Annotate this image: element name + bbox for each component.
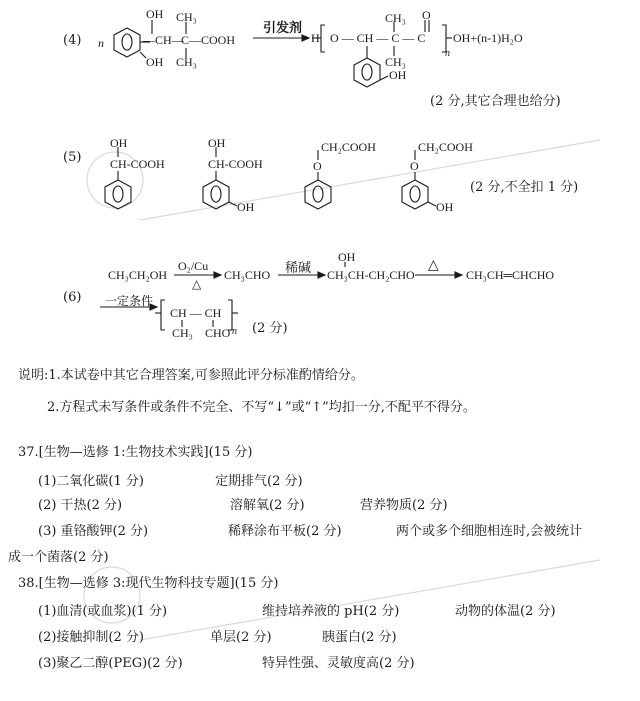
product-chain: O — CH — C — C (330, 31, 426, 45)
note-line-2: 2.方程式未写条件或条件不完全、不写“↓”或“↑”均扣一分,不配平不得分。 (47, 400, 476, 415)
section6-label: (6) (63, 290, 82, 305)
product-ring-oh: OH (389, 68, 407, 82)
step1-reagent: O₂/Cu (178, 259, 209, 273)
s4-o: O (410, 159, 419, 173)
q38-answer: 维持培养液的 pH(2 分) (262, 604, 400, 619)
q37-answer: 稀释涂布平板(2 分) (228, 524, 342, 539)
arrowhead (455, 272, 462, 278)
reactant-ring-oh: OH (146, 55, 164, 69)
q37-answer-continued: 成一个菌落(2 分) (8, 550, 109, 565)
section5-label: (5) (63, 150, 82, 165)
s4-chain: CH₂COOH (418, 140, 473, 154)
heat-symbol-2: △ (428, 258, 439, 273)
reactant-oh-top: OH (146, 7, 164, 21)
q38-answer: 特异性强、灵敏度高(2 分) (262, 656, 415, 671)
heat-symbol: △ (192, 277, 202, 291)
s2-ring-oh: OH (237, 200, 255, 214)
reactant-ch3-top: CH₃ (176, 10, 197, 24)
acetaldehyde: CH₃CHO (224, 268, 271, 282)
q38-title: 38.[生物—选修 3:现代生物科技专题](15 分) (18, 576, 279, 591)
q38-answer: (2)接触抑制(2 分) (38, 630, 144, 645)
q37-answer: 定期排气(2 分) (215, 474, 303, 489)
degree-n: n (445, 48, 450, 59)
q38-answer: 单层(2 分) (210, 630, 272, 645)
q37-answer: 营养物质(2 分) (360, 498, 448, 513)
section4-scoring: (2 分,其它合理也给分) (430, 94, 561, 109)
q38-answer: 动物的体温(2 分) (455, 604, 556, 619)
s3-chain: CH₂COOH (321, 140, 376, 154)
crotonaldehyde: CH₃CH═CHCHO (466, 268, 555, 282)
s1-oh: OH (110, 136, 128, 150)
product-tail: OH+(n-1)H₂O (453, 31, 523, 45)
section6-scoring: (2 分) (252, 321, 288, 336)
q37-answer: (3) 重铬酸钾(2 分) (38, 524, 149, 539)
step2-reagent: 稀碱 (285, 261, 312, 276)
q38-answer: 胰蛋白(2 分) (322, 630, 397, 645)
q37-answer: 两个或多个细胞相连时,会被统计 (396, 524, 583, 539)
note-line-1: 说明:1.本试卷中其它合理答案,可参照此评分标准酌情给分。 (18, 368, 364, 383)
q38-answer: (3)聚乙二醇(PEG)(2 分) (38, 656, 183, 671)
reactant-coefficient: n (98, 36, 104, 50)
s1-chain: CH-COOH (110, 157, 165, 171)
q37-answer: 溶解氧(2 分) (230, 498, 305, 513)
arrowhead (318, 272, 325, 278)
q38-answer: (1)血清(或血浆)(1 分) (38, 604, 168, 619)
polymer-ch3: CH₃ (172, 326, 193, 340)
product-h: H (311, 31, 320, 45)
product-carbonyl-o: O (422, 8, 431, 22)
q37-title: 37.[生物—选修 1:生物技术实践](15 分) (18, 445, 253, 460)
s3-o: O (313, 159, 322, 173)
polymer-condition: 一定条件 (105, 294, 154, 308)
s2-oh: OH (208, 136, 226, 150)
s2-chain: CH-COOH (208, 157, 263, 171)
q37-answer: (2) 干热(2 分) (38, 498, 123, 513)
section5-scoring: (2 分,不全扣 1 分) (470, 180, 579, 195)
bracket-left (161, 300, 165, 330)
section4-label: (4) (63, 33, 82, 48)
reactant-ch3-bottom: CH₃ (176, 55, 197, 69)
polymer-chain: CH — CH (170, 306, 222, 320)
polymer-cho: CHO (205, 326, 231, 340)
s4-ring-oh: OH (436, 200, 454, 214)
reactant-ch: —CH— (143, 33, 184, 47)
product-ch3-top: CH₃ (385, 11, 406, 25)
reactant-c-cooh: C—COOH (181, 33, 236, 47)
polymer-n: n (232, 326, 237, 337)
aldol-product: CH₃CH-CH₂CHO (327, 268, 415, 282)
aldol-oh: OH (338, 250, 356, 264)
product-ch3-bottom: CH₃ (385, 55, 406, 69)
arrowhead (214, 272, 221, 278)
catalyst-label: 引发剂 (263, 21, 303, 36)
q37-answer: (1)二氧化碳(1 分) (38, 474, 144, 489)
ethanol: CH₃CH₂OH (108, 268, 168, 282)
